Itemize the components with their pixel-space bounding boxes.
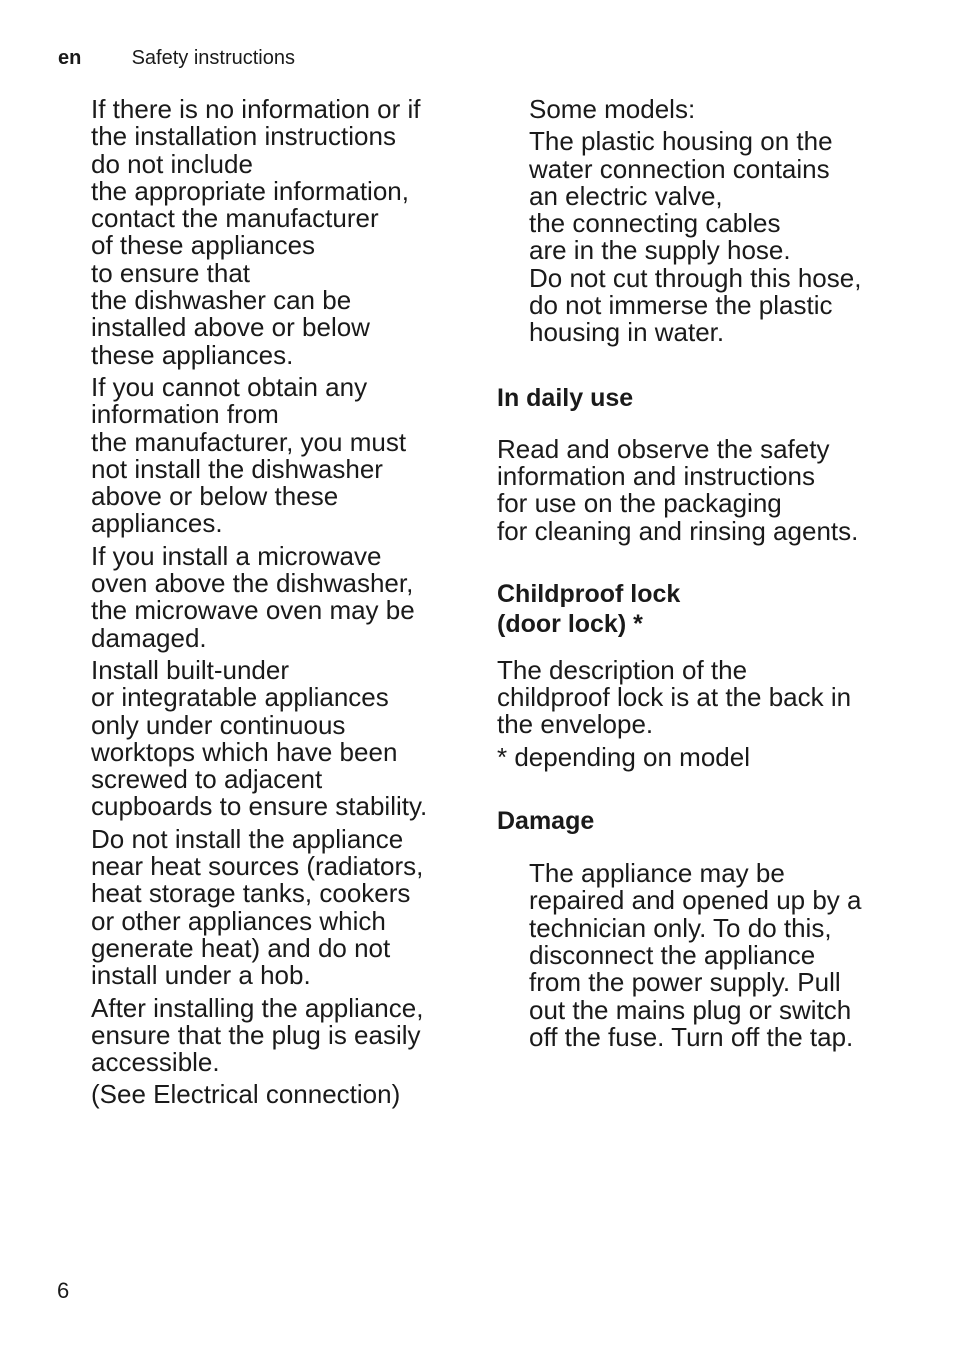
text-line: worktops which have been [91, 736, 398, 767]
section-title: Safety instructions [131, 47, 295, 69]
text-line: Install built-under [91, 654, 289, 685]
heading-in-daily-use [497, 383, 897, 413]
text-line: If you install a microwave [91, 540, 382, 571]
text-line: are in the supply hose. [529, 235, 791, 266]
text-line: * depending on model [497, 741, 750, 772]
text-line: ensure that the plug is easily [91, 1019, 421, 1050]
text-line: information from [91, 399, 279, 430]
page-number: 6 [57, 1278, 70, 1303]
text-line: technician only. To do this, [529, 912, 832, 943]
text-line: the appropriate information, [91, 175, 409, 206]
text-line: the envelope. [497, 709, 654, 740]
text-line: the dishwasher can be [91, 285, 352, 316]
text-line: The plastic housing on the [529, 126, 833, 157]
text-line: contact the manufacturer [91, 203, 379, 234]
text-line: installed above or below [91, 312, 370, 343]
text-line: housing in water. [529, 317, 725, 348]
text-line: near heat sources (radiators, [91, 851, 424, 882]
text-line: water connection contains [529, 153, 830, 184]
text-line: do not immerse the plastic [529, 290, 833, 321]
paragraph-daily-use [497, 433, 897, 546]
paragraph-built-under [91, 654, 471, 822]
text-line: for cleaning and rinsing agents. [497, 515, 859, 546]
text-line: heat storage tanks, cookers [91, 878, 411, 909]
text-line: Do not install the appliance [91, 823, 404, 854]
page-header [58, 44, 295, 72]
text-line: If there is no information or if [91, 94, 421, 124]
text-line: (See Electrical connection) [91, 1079, 401, 1110]
text-line: above or below these [91, 481, 339, 512]
text-line: from the power supply. Pull [529, 967, 841, 998]
text-line: the manufacturer, you must [91, 426, 407, 457]
heading-text: (door lock) * [497, 609, 643, 638]
text-line: off the fuse. Turn off the tap. [529, 1021, 854, 1052]
heading-text: In daily use [497, 383, 634, 412]
text-line: Read and observe the safety [497, 433, 830, 464]
text-line: If you cannot obtain any [91, 371, 368, 402]
text-line: to ensure that [91, 257, 250, 288]
text-line: the connecting cables [529, 208, 781, 239]
text-line: an electric valve, [529, 180, 723, 211]
text-line: out the mains plug or switch [529, 994, 852, 1025]
paragraph-see-electrical [91, 1081, 471, 1108]
text-line: The appliance may be [529, 858, 785, 889]
right-column [497, 96, 897, 1056]
heading-text: Childproof lock [497, 579, 681, 608]
text-line: not install the dishwasher [91, 453, 383, 484]
text-line: accessible. [91, 1047, 220, 1078]
text-line: disconnect the appliance [529, 939, 816, 970]
text-line: oven above the dishwasher, [91, 568, 414, 599]
heading-childproof-lock [497, 579, 897, 639]
text-line: Do not cut through this hose, [529, 262, 862, 293]
text-line: childproof lock is at the back in [497, 682, 852, 713]
text-line: install under a hob. [91, 960, 311, 991]
text-line: the installation instructions [91, 121, 396, 152]
paragraph-some-models [497, 96, 897, 123]
heading-damage [497, 806, 897, 836]
paragraph-childproof-description [497, 654, 897, 740]
paragraph-depending-on-model [497, 741, 897, 772]
text-line: The description of the [497, 654, 748, 685]
text-line: do not include [91, 148, 253, 179]
text-line: repaired and opened up by a [529, 885, 862, 916]
paragraph-plastic-housing [497, 128, 897, 346]
text-line: appliances. [91, 508, 223, 539]
text-line: these appliances. [91, 339, 294, 370]
paragraph-heat-sources [91, 823, 471, 991]
text-line: cupboards to ensure stability. [91, 791, 428, 822]
language-code: en [58, 47, 82, 69]
text-line: or other appliances which [91, 905, 386, 936]
text-line: damaged. [91, 622, 207, 653]
left-column [91, 96, 471, 1114]
text-line: for use on the packaging [497, 488, 782, 519]
text-line: generate heat) and do not [91, 932, 391, 963]
paragraph-plug-accessible [91, 992, 471, 1078]
text-line: After installing the appliance, [91, 992, 424, 1023]
text-line: or integratable appliances [91, 682, 389, 713]
text-line: only under continuous [91, 709, 346, 740]
paragraph-microwave [91, 540, 471, 653]
text-line: Some models: [529, 94, 696, 124]
heading-text: Damage [497, 807, 595, 836]
text-line: screwed to adjacent [91, 764, 323, 795]
text-line: information and instructions [497, 460, 815, 491]
paragraph-damage [497, 860, 897, 1051]
text-line: the microwave oven may be [91, 595, 415, 626]
paragraph-no-information [91, 96, 471, 369]
paragraph-cannot-obtain [91, 371, 471, 539]
text-line: of these appliances [91, 230, 316, 261]
